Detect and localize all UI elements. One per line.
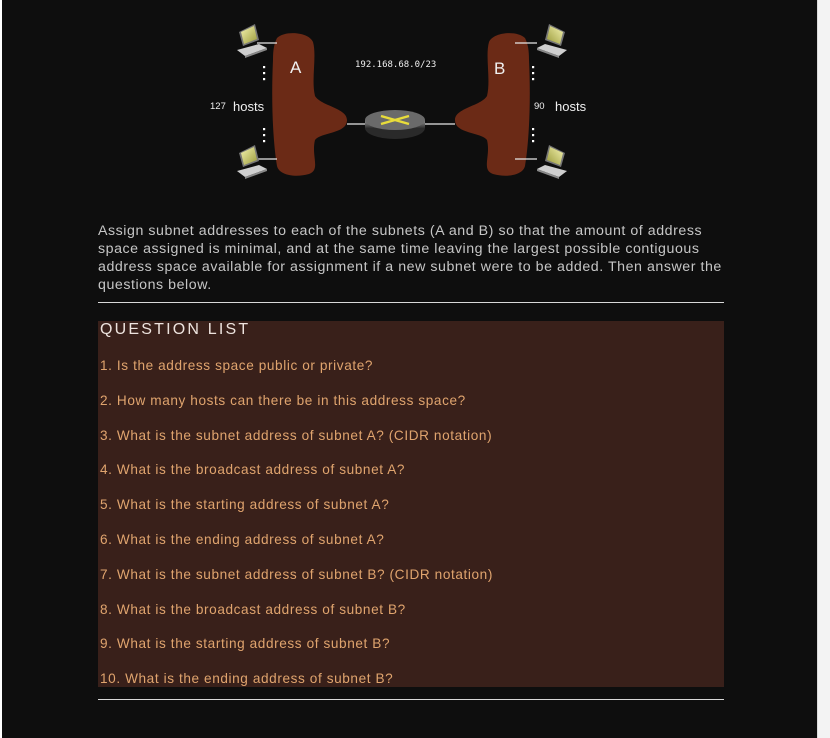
computer-icon xyxy=(537,24,567,58)
divider xyxy=(98,302,724,303)
subnet-a-hosts-count: 127 xyxy=(210,101,226,112)
question-list xyxy=(98,358,493,706)
intro-text: Assign subnet addresses to each of the subnets (A and B) so that the amount of address space assigned is minimal, and at the same time leaving the largest possible contiguous address space available for assignment if a new subnet were to be added. Then answer the questions below. xyxy=(98,223,722,293)
question-list-title: QUESTION LIST xyxy=(100,321,251,338)
subnet-b-hosts-label: hosts xyxy=(555,99,587,114)
subnet-b-label: B xyxy=(494,59,506,78)
network-diagram xyxy=(197,20,607,190)
network-address: 192.168.68.0/23 xyxy=(355,60,437,70)
computer-icon xyxy=(237,24,267,58)
subnet-b-hosts-count: 90 xyxy=(534,101,545,112)
router-icon xyxy=(365,110,425,139)
computer-icon xyxy=(537,145,567,179)
subnet-a-blob xyxy=(272,33,347,176)
question-item: 2. How many hosts can there be in this address space? xyxy=(100,392,466,408)
question-item: 3. What is the subnet address of subnet A? (CIDR notation) xyxy=(100,427,493,443)
question-item: 4. What is the broadcast address of subnet A? xyxy=(100,462,406,478)
question-item: 8. What is the broadcast address of subnet B? xyxy=(100,601,406,617)
question-item: 5. What is the starting address of subnet A? xyxy=(100,497,390,513)
question-item: 1. Is the address space public or private? xyxy=(100,358,374,373)
question-list-panel xyxy=(98,321,724,687)
subnet-b-blob xyxy=(455,33,530,176)
question-item: 10. What is the ending address of subnet B? xyxy=(100,671,394,687)
page xyxy=(2,0,817,738)
subnet-a-hosts-label: hosts xyxy=(233,99,265,114)
question-item: 9. What is the starting address of subnet B? xyxy=(100,636,391,652)
computer-icon xyxy=(237,145,267,179)
divider xyxy=(98,699,724,700)
question-item: 6. What is the ending address of subnet A? xyxy=(100,531,385,547)
vertical-scrollbar[interactable] xyxy=(817,0,830,738)
subnet-a-label: A xyxy=(290,58,302,77)
question-item: 7. What is the subnet address of subnet B? (CIDR notation) xyxy=(100,566,493,582)
